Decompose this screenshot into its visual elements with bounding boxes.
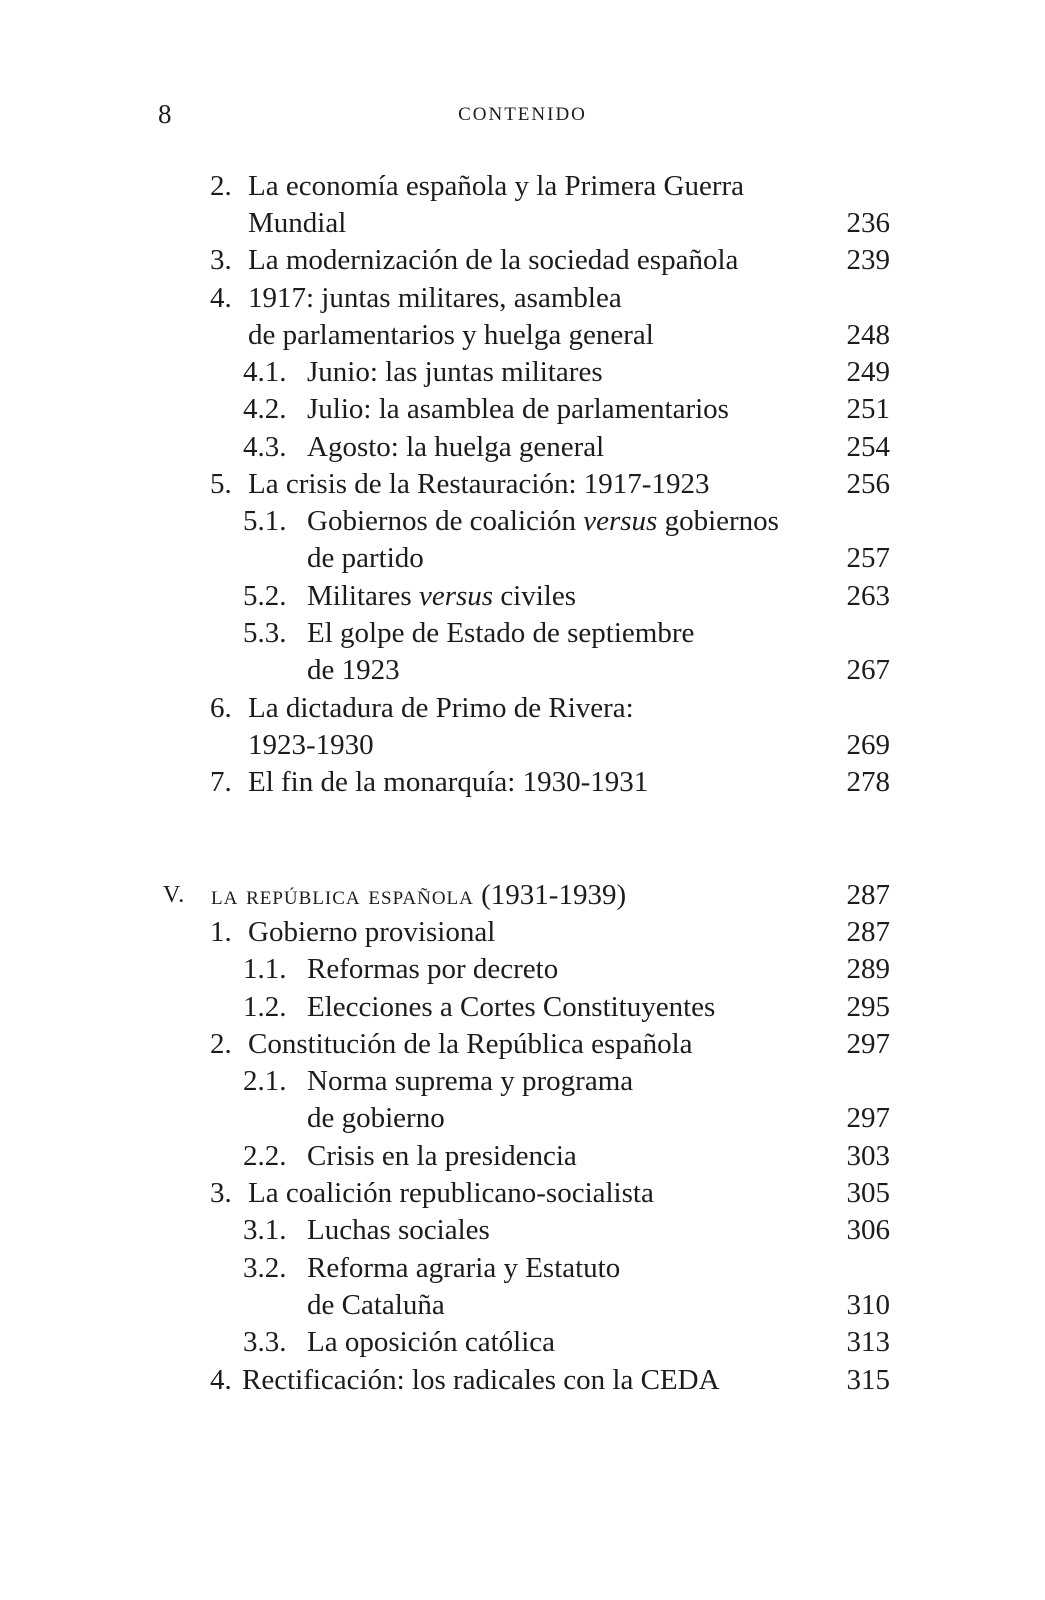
toc-entry-title: Constitución de la República española [248,1028,693,1060]
toc-entry-title: La modernización de la sociedad española [248,244,739,276]
toc-page-number: 254 [846,431,890,463]
toc-entry-continuation [307,1285,445,1325]
toc-entry-title: La crisis de la Restauración: 1917-1923 [248,468,710,500]
toc-page-number: 236 [846,207,890,239]
toc-entry-number: 1. [210,916,232,948]
toc-entry-title: Gobiernos de coalición versus gobiernos [307,505,779,537]
toc-entry-number: 1.2. [243,991,287,1023]
toc-page-number: 239 [846,244,890,276]
toc-page-number: 263 [846,580,890,612]
toc-entry-title: La oposición católica [307,1326,556,1358]
toc-entry-title: Luchas sociales [307,1214,490,1246]
toc-entry-title: Militares versus civiles [307,580,577,612]
toc-entry-title: 1917: juntas militares, asamblea [248,282,622,314]
toc-entry-number: 5.2. [243,580,287,612]
versus-italic: versus [418,580,494,612]
toc-entry-continuation [248,203,346,243]
toc-entry-number: 4.3. [243,431,287,463]
toc-entry-number: 2. [210,1028,232,1060]
toc-page-number: 305 [846,1177,890,1209]
toc-page-number: 287 [846,879,890,911]
toc-entry-number: 2.2. [243,1140,287,1172]
toc-page-number: 306 [846,1214,890,1246]
page-number: 8 [158,99,172,129]
toc-page-number: 278 [846,766,890,798]
toc-entry-title: La dictadura de Primo de Rivera: [248,692,634,724]
toc-entry-title-cont: de gobierno [307,1102,445,1134]
toc-entry-title: Reformas por decreto [307,953,559,985]
toc-entry-number: 4. [210,282,232,314]
toc-page-number: 249 [846,356,890,388]
toc-entry-continuation [248,315,654,355]
toc-entry-title: Reforma agraria y Estatuto [307,1252,621,1284]
running-head: CONTENIDO [458,104,587,125]
toc-entry-continuation [307,650,400,690]
toc-entry-number: 2.1. [243,1065,287,1097]
toc-entry-number: 1.1. [243,953,287,985]
toc-entry-number: 3. [210,1177,232,1209]
toc-page-number: 257 [846,542,890,574]
toc-page-number: 287 [846,916,890,948]
toc-entry-number: 6. [210,692,232,724]
toc-entry-number: 4.1. [243,356,287,388]
toc-entry-title-cont: de partido [307,542,424,574]
toc-entry-title-cont: 1923-1930 [248,729,374,761]
toc-entry-number: 5. [210,468,232,500]
toc-page-number: 295 [846,991,890,1023]
toc-page-number: 248 [846,319,890,351]
toc-entry-title: Junio: las juntas militares [307,356,603,388]
toc-entry-title: Agosto: la huelga general [307,431,605,463]
toc-entry-title: Crisis en la presidencia [307,1140,577,1172]
toc-entry-title: Elecciones a Cortes Constituyentes [307,991,716,1023]
toc-page-number: 315 [846,1364,890,1396]
chapter-title: la república española (1931-1939) [211,879,627,911]
toc-entry-number: 3.2. [243,1252,287,1284]
toc-entry-number: 7. [210,766,232,798]
toc-entry-title: Rectificación: los radicales con la CEDA [242,1364,720,1396]
toc-page-number: 256 [846,468,890,500]
toc-page-number: 313 [846,1326,890,1358]
toc-entry-number: 2. [210,170,232,202]
toc-entry-number: 5.3. [243,617,287,649]
toc-entry-title-cont: de Cataluña [307,1289,445,1321]
toc-entry-title: Julio: la asamblea de parlamentarios [307,393,729,425]
toc-entry-title: El fin de la monarquía: 1930-1931 [248,766,649,798]
toc-page-number: 297 [846,1102,890,1134]
toc-page-number: 289 [846,953,890,985]
toc-page-number: 297 [846,1028,890,1060]
toc-page-number: 269 [846,729,890,761]
toc-entry-number: 4. [210,1364,232,1396]
toc-entry-number: 3. [210,244,232,276]
toc-entry-continuation [307,1098,445,1138]
toc-page-number: 251 [846,393,890,425]
toc-entry-number: 4.2. [243,393,287,425]
toc-entry-title: La economía española y la Primera Guerra [248,170,745,202]
toc-entry-continuation [307,538,424,578]
toc-entry-title: Norma suprema y programa [307,1065,634,1097]
toc-entry-title: Gobierno provisional [248,916,496,948]
toc-entry-continuation [248,725,374,765]
toc-entry-title-cont: de parlamentarios y huelga general [248,319,654,351]
toc-entry-title-cont: de 1923 [307,654,400,686]
chapter-number: V. [163,882,186,908]
toc-entry-number: 3.3. [243,1326,287,1358]
toc-page-number: 267 [846,654,890,686]
toc-page-number: 303 [846,1140,890,1172]
toc-entry-title: El golpe de Estado de septiembre [307,617,695,649]
versus-italic: versus [583,505,658,537]
toc-entry-number: 5.1. [243,505,287,537]
toc-entry-number: 3.1. [243,1214,287,1246]
toc-page-number: 310 [846,1289,890,1321]
toc-entry-title-cont: Mundial [248,207,347,239]
toc-entry-title: La coalición republicano-socialista [248,1177,654,1209]
